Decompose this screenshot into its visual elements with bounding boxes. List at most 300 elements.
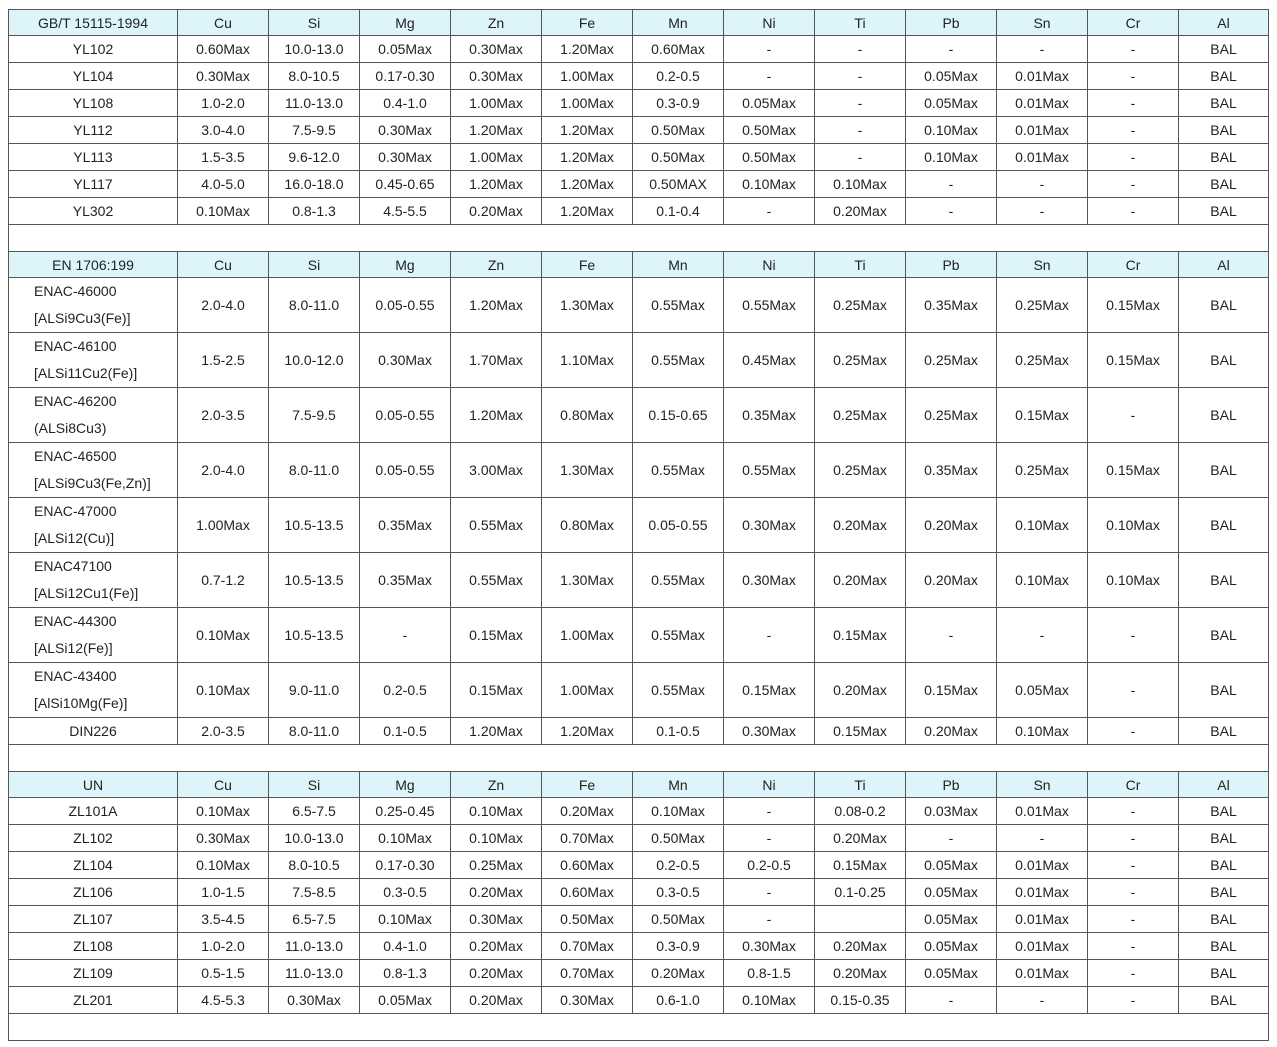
value-cell-al: BAL: [1179, 987, 1269, 1014]
value-cell-mn: 0.55Max: [633, 278, 724, 333]
value-cell-zn: 0.15Max: [451, 663, 542, 718]
value-cell-ti: 0.20Max: [815, 198, 906, 225]
value-cell-al: BAL: [1179, 388, 1269, 443]
value-cell-ti: 0.20Max: [815, 498, 906, 553]
alloy-grade-text: YL102: [72, 41, 114, 57]
value-cell-sn: -: [997, 198, 1088, 225]
value-cell-fe: 1.20Max: [542, 198, 633, 225]
alloy-grade-cell: [9, 117, 178, 144]
table-row: [9, 388, 1269, 443]
value-cell-mn: 0.50Max: [633, 117, 724, 144]
value-cell-ti: 0.25Max: [815, 443, 906, 498]
value-cell-cu: 2.0-4.0: [178, 278, 269, 333]
value-cell-fe: 0.50Max: [542, 906, 633, 933]
column-header-mn: Mn: [633, 10, 724, 36]
value-cell-fe: 1.30Max: [542, 553, 633, 608]
value-cell-fe: 1.00Max: [542, 90, 633, 117]
value-cell-al: BAL: [1179, 879, 1269, 906]
column-header-si: Si: [269, 252, 360, 278]
value-cell-cu: 0.60Max: [178, 36, 269, 63]
value-cell-ni: 0.10Max: [724, 171, 815, 198]
alloy-grade-cell: [9, 278, 178, 333]
value-cell-si: 9.0-11.0: [269, 663, 360, 718]
alloy-grade-cell: [9, 443, 178, 498]
column-header-fe: Fe: [542, 10, 633, 36]
value-cell-cr: -: [1088, 63, 1179, 90]
value-cell-cr: -: [1088, 663, 1179, 718]
table-row: [9, 278, 1269, 333]
alloy-grade-cell: [9, 852, 178, 879]
value-cell-pb: 0.15Max: [906, 663, 997, 718]
value-cell-mg: 0.8-1.3: [360, 960, 451, 987]
table-row: [9, 498, 1269, 553]
value-cell-cr: -: [1088, 933, 1179, 960]
value-cell-mn: 0.1-0.4: [633, 198, 724, 225]
value-cell-si: 7.5-8.5: [269, 879, 360, 906]
table-row: [9, 663, 1269, 718]
value-cell-zn: 0.30Max: [451, 906, 542, 933]
value-cell-ni: 0.30Max: [724, 933, 815, 960]
value-cell-fe: 1.20Max: [542, 718, 633, 745]
column-header-cr: Cr: [1088, 252, 1179, 278]
value-cell-sn: -: [997, 825, 1088, 852]
alloy-grade-text: DIN226: [69, 723, 117, 739]
column-header-ni: Ni: [724, 10, 815, 36]
value-cell-al: BAL: [1179, 825, 1269, 852]
value-cell-ni: 0.50Max: [724, 144, 815, 171]
value-cell-fe: 0.20Max: [542, 798, 633, 825]
value-cell-cr: 0.15Max: [1088, 278, 1179, 333]
value-cell-si: 16.0-18.0: [269, 171, 360, 198]
value-cell-al: BAL: [1179, 663, 1269, 718]
column-header-ti: Ti: [815, 10, 906, 36]
alloy-grade-text: [AlSi10Mg(Fe)]: [34, 695, 128, 711]
table-row: [9, 960, 1269, 987]
value-cell-al: BAL: [1179, 171, 1269, 198]
column-header-cu: Cu: [178, 252, 269, 278]
value-cell-pb: -: [906, 198, 997, 225]
value-cell-cu: 0.30Max: [178, 63, 269, 90]
alloy-grade-cell: [9, 798, 178, 825]
value-cell-fe: 0.60Max: [542, 852, 633, 879]
value-cell-cu: 0.10Max: [178, 663, 269, 718]
value-cell-mn: 0.55Max: [633, 333, 724, 388]
value-cell-cr: 0.15Max: [1088, 443, 1179, 498]
value-cell-sn: 0.01Max: [997, 798, 1088, 825]
alloy-grade-text: ENAC-46100: [34, 338, 117, 354]
value-cell-ti: 0.25Max: [815, 388, 906, 443]
value-cell-ti: -: [815, 63, 906, 90]
value-cell-zn: 0.25Max: [451, 852, 542, 879]
value-cell-fe: 0.30Max: [542, 987, 633, 1014]
table-row: [9, 333, 1269, 388]
value-cell-si: 8.0-11.0: [269, 443, 360, 498]
column-header-pb: Pb: [906, 10, 997, 36]
alloy-grade-cell: [9, 171, 178, 198]
column-header-zn: Zn: [451, 10, 542, 36]
standard-name-cell: UN: [9, 772, 178, 798]
value-cell-fe: 1.00Max: [542, 608, 633, 663]
value-cell-cu: 0.10Max: [178, 852, 269, 879]
value-cell-zn: 0.55Max: [451, 498, 542, 553]
value-cell-sn: -: [997, 171, 1088, 198]
value-cell-cr: -: [1088, 718, 1179, 745]
value-cell-si: 7.5-9.5: [269, 388, 360, 443]
value-cell-pb: -: [906, 825, 997, 852]
table-row: [9, 90, 1269, 117]
value-cell-mg: 0.1-0.5: [360, 718, 451, 745]
value-cell-cu: 4.0-5.0: [178, 171, 269, 198]
value-cell-si: 10.5-13.5: [269, 553, 360, 608]
value-cell-fe: 0.80Max: [542, 498, 633, 553]
alloy-grade-text: ENAC-46200: [34, 393, 117, 409]
value-cell-sn: 0.01Max: [997, 879, 1088, 906]
value-cell-zn: 1.00Max: [451, 144, 542, 171]
value-cell-cu: 1.5-2.5: [178, 333, 269, 388]
value-cell-pb: -: [906, 608, 997, 663]
value-cell-sn: 0.01Max: [997, 906, 1088, 933]
value-cell-zn: 1.20Max: [451, 718, 542, 745]
value-cell-ni: -: [724, 36, 815, 63]
column-header-sn: Sn: [997, 772, 1088, 798]
value-cell-cu: 1.0-2.0: [178, 933, 269, 960]
alloy-grade-text: [ALSi9Cu3(Fe,Zn)]: [34, 475, 151, 491]
value-cell-mn: 0.6-1.0: [633, 987, 724, 1014]
value-cell-sn: 0.25Max: [997, 278, 1088, 333]
column-header-si: Si: [269, 10, 360, 36]
value-cell-cr: 0.10Max: [1088, 498, 1179, 553]
value-cell-fe: 1.10Max: [542, 333, 633, 388]
value-cell-sn: 0.25Max: [997, 333, 1088, 388]
value-cell-fe: 0.70Max: [542, 825, 633, 852]
value-cell-fe: 0.70Max: [542, 933, 633, 960]
value-cell-fe: 0.60Max: [542, 879, 633, 906]
value-cell-sn: 0.10Max: [997, 498, 1088, 553]
value-cell-cr: -: [1088, 36, 1179, 63]
value-cell-cu: 2.0-3.5: [178, 718, 269, 745]
alloy-grade-text: ZL102: [73, 830, 113, 846]
value-cell-al: BAL: [1179, 443, 1269, 498]
value-cell-cr: -: [1088, 798, 1179, 825]
value-cell-pb: 0.35Max: [906, 443, 997, 498]
value-cell-mn: 0.20Max: [633, 960, 724, 987]
value-cell-si: 0.30Max: [269, 987, 360, 1014]
section-header-row: [9, 772, 1269, 798]
value-cell-ni: 0.30Max: [724, 718, 815, 745]
column-header-ni: Ni: [724, 772, 815, 798]
alloy-grade-text: ENAC-43400: [34, 668, 117, 684]
value-cell-cr: -: [1088, 198, 1179, 225]
value-cell-mn: 0.2-0.5: [633, 63, 724, 90]
value-cell-mg: 4.5-5.5: [360, 198, 451, 225]
alloy-grade-text: ZL106: [73, 884, 113, 900]
value-cell-sn: -: [997, 36, 1088, 63]
value-cell-mg: 0.3-0.5: [360, 879, 451, 906]
value-cell-pb: 0.10Max: [906, 144, 997, 171]
value-cell-mn: 0.60Max: [633, 36, 724, 63]
value-cell-cu: 1.5-3.5: [178, 144, 269, 171]
value-cell-mn: 0.55Max: [633, 443, 724, 498]
table-row: [9, 879, 1269, 906]
alloy-grade-cell: [9, 144, 178, 171]
value-cell-zn: 3.00Max: [451, 443, 542, 498]
table-row: [9, 144, 1269, 171]
column-header-mg: Mg: [360, 10, 451, 36]
value-cell-zn: 0.10Max: [451, 825, 542, 852]
value-cell-fe: 1.30Max: [542, 443, 633, 498]
value-cell-mn: 0.10Max: [633, 798, 724, 825]
value-cell-fe: 1.00Max: [542, 63, 633, 90]
table-row: [9, 63, 1269, 90]
table-row: [9, 718, 1269, 745]
value-cell-cu: 0.30Max: [178, 825, 269, 852]
alloy-grade-text: ZL201: [73, 992, 113, 1008]
value-cell-cu: 0.5-1.5: [178, 960, 269, 987]
alloy-grade-text: ZL109: [73, 965, 113, 981]
value-cell-cr: -: [1088, 987, 1179, 1014]
value-cell-pb: -: [906, 171, 997, 198]
value-cell-cu: 4.5-5.3: [178, 987, 269, 1014]
alloy-grade-cell: [9, 498, 178, 553]
value-cell-pb: 0.35Max: [906, 278, 997, 333]
value-cell-cr: -: [1088, 171, 1179, 198]
alloy-grade-text: (ALSi8Cu3): [34, 420, 107, 436]
value-cell-mg: 0.17-0.30: [360, 63, 451, 90]
alloy-grade-text: ENAC-47000: [34, 503, 117, 519]
value-cell-pb: 0.25Max: [906, 388, 997, 443]
value-cell-sn: 0.01Max: [997, 933, 1088, 960]
table-row: [9, 553, 1269, 608]
alloy-grade-cell: [9, 36, 178, 63]
value-cell-ni: 0.15Max: [724, 663, 815, 718]
value-cell-mn: 0.55Max: [633, 608, 724, 663]
value-cell-ti: 0.20Max: [815, 825, 906, 852]
column-header-al: Al: [1179, 252, 1269, 278]
value-cell-al: BAL: [1179, 906, 1269, 933]
standard-name-cell: EN 1706:199: [9, 252, 178, 278]
value-cell-al: BAL: [1179, 117, 1269, 144]
value-cell-si: 0.8-1.3: [269, 198, 360, 225]
value-cell-si: 6.5-7.5: [269, 798, 360, 825]
value-cell-ti: 0.25Max: [815, 278, 906, 333]
value-cell-mg: 0.05-0.55: [360, 443, 451, 498]
value-cell-fe: 1.20Max: [542, 144, 633, 171]
value-cell-ti: 0.1-0.25: [815, 879, 906, 906]
value-cell-ni: 0.50Max: [724, 117, 815, 144]
table-row: [9, 36, 1269, 63]
value-cell-sn: 0.01Max: [997, 852, 1088, 879]
value-cell-al: BAL: [1179, 553, 1269, 608]
alloy-grade-text: [ALSi12(Cu)]: [34, 530, 115, 546]
value-cell-pb: 0.20Max: [906, 553, 997, 608]
column-header-sn: Sn: [997, 252, 1088, 278]
value-cell-zn: 0.20Max: [451, 933, 542, 960]
column-header-sn: Sn: [997, 10, 1088, 36]
value-cell-zn: 1.20Max: [451, 117, 542, 144]
value-cell-mn: 0.3-0.9: [633, 933, 724, 960]
value-cell-mg: 0.05Max: [360, 987, 451, 1014]
value-cell-ni: 0.05Max: [724, 90, 815, 117]
table-row: [9, 443, 1269, 498]
value-cell-pb: 0.05Max: [906, 906, 997, 933]
section-gap-cell: [9, 745, 1269, 772]
value-cell-si: 11.0-13.0: [269, 933, 360, 960]
value-cell-si: 9.6-12.0: [269, 144, 360, 171]
alloy-grade-cell: [9, 906, 178, 933]
value-cell-si: 10.5-13.5: [269, 608, 360, 663]
alloy-grade-text: YL113: [73, 149, 113, 165]
value-cell-ti: 0.10Max: [815, 171, 906, 198]
value-cell-zn: 1.20Max: [451, 171, 542, 198]
value-cell-pb: 0.25Max: [906, 333, 997, 388]
value-cell-fe: 1.30Max: [542, 278, 633, 333]
value-cell-cu: 2.0-3.5: [178, 388, 269, 443]
alloy-grade-cell: [9, 553, 178, 608]
table-row: [9, 825, 1269, 852]
alloy-composition-table: [8, 9, 1269, 1041]
value-cell-ni: -: [724, 879, 815, 906]
value-cell-sn: 0.01Max: [997, 90, 1088, 117]
value-cell-mg: 0.35Max: [360, 553, 451, 608]
value-cell-si: 7.5-9.5: [269, 117, 360, 144]
value-cell-cr: -: [1088, 960, 1179, 987]
value-cell-si: 10.0-13.0: [269, 825, 360, 852]
value-cell-zn: 0.55Max: [451, 553, 542, 608]
value-cell-ni: 0.35Max: [724, 388, 815, 443]
value-cell-ti: [815, 906, 906, 933]
column-header-cr: Cr: [1088, 10, 1179, 36]
value-cell-cu: 0.10Max: [178, 198, 269, 225]
table-row: [9, 798, 1269, 825]
value-cell-cr: -: [1088, 852, 1179, 879]
value-cell-pb: -: [906, 987, 997, 1014]
value-cell-cr: -: [1088, 117, 1179, 144]
column-header-mn: Mn: [633, 252, 724, 278]
value-cell-si: 8.0-10.5: [269, 63, 360, 90]
value-cell-si: 6.5-7.5: [269, 906, 360, 933]
value-cell-pb: 0.05Max: [906, 63, 997, 90]
column-header-cu: Cu: [178, 10, 269, 36]
value-cell-ti: 0.15-0.35: [815, 987, 906, 1014]
value-cell-zn: 0.20Max: [451, 987, 542, 1014]
alloy-grade-cell: [9, 960, 178, 987]
column-header-cr: Cr: [1088, 772, 1179, 798]
alloy-grade-text: ENAC-46000: [34, 283, 117, 299]
alloy-grade-text: [ALSi11Cu2(Fe)]: [34, 365, 138, 381]
value-cell-zn: 0.20Max: [451, 960, 542, 987]
value-cell-si: 8.0-11.0: [269, 278, 360, 333]
value-cell-sn: 0.01Max: [997, 117, 1088, 144]
column-header-al: Al: [1179, 772, 1269, 798]
value-cell-zn: 0.30Max: [451, 63, 542, 90]
value-cell-ni: 0.45Max: [724, 333, 815, 388]
value-cell-sn: 0.25Max: [997, 443, 1088, 498]
column-header-mn: Mn: [633, 772, 724, 798]
alloy-grade-text: YL117: [73, 176, 113, 192]
value-cell-sn: 0.10Max: [997, 553, 1088, 608]
value-cell-ti: 0.20Max: [815, 663, 906, 718]
value-cell-cr: 0.15Max: [1088, 333, 1179, 388]
value-cell-ni: 0.2-0.5: [724, 852, 815, 879]
value-cell-ti: -: [815, 117, 906, 144]
alloy-grade-cell: [9, 388, 178, 443]
value-cell-ti: 0.20Max: [815, 960, 906, 987]
table-row: [9, 906, 1269, 933]
value-cell-ti: -: [815, 144, 906, 171]
value-cell-al: BAL: [1179, 933, 1269, 960]
value-cell-al: BAL: [1179, 198, 1269, 225]
value-cell-al: BAL: [1179, 718, 1269, 745]
value-cell-sn: 0.01Max: [997, 144, 1088, 171]
value-cell-sn: -: [997, 608, 1088, 663]
value-cell-pb: 0.20Max: [906, 498, 997, 553]
value-cell-zn: 1.70Max: [451, 333, 542, 388]
value-cell-mg: 0.10Max: [360, 825, 451, 852]
value-cell-mn: 0.05-0.55: [633, 498, 724, 553]
column-header-zn: Zn: [451, 772, 542, 798]
value-cell-mn: 0.55Max: [633, 553, 724, 608]
value-cell-cr: -: [1088, 144, 1179, 171]
value-cell-mg: 0.05-0.55: [360, 278, 451, 333]
column-header-pb: Pb: [906, 772, 997, 798]
value-cell-mn: 0.50Max: [633, 906, 724, 933]
value-cell-pb: -: [906, 36, 997, 63]
value-cell-cr: -: [1088, 825, 1179, 852]
table-row: [9, 608, 1269, 663]
value-cell-ni: -: [724, 798, 815, 825]
value-cell-ni: -: [724, 825, 815, 852]
value-cell-al: BAL: [1179, 960, 1269, 987]
table-row: [9, 852, 1269, 879]
value-cell-fe: 0.80Max: [542, 388, 633, 443]
value-cell-ni: -: [724, 198, 815, 225]
alloy-grade-text: ZL108: [73, 938, 113, 954]
standard-name-cell: GB/T 15115-1994: [9, 10, 178, 36]
section-gap-cell: [9, 1014, 1269, 1041]
value-cell-mg: 0.30Max: [360, 333, 451, 388]
value-cell-mg: 0.25-0.45: [360, 798, 451, 825]
alloy-grade-cell: [9, 663, 178, 718]
value-cell-cu: 1.00Max: [178, 498, 269, 553]
value-cell-fe: 1.20Max: [542, 171, 633, 198]
value-cell-zn: 0.20Max: [451, 198, 542, 225]
value-cell-ni: 0.55Max: [724, 278, 815, 333]
value-cell-si: 10.0-12.0: [269, 333, 360, 388]
table-row: [9, 171, 1269, 198]
alloy-grade-text: [ALSi9Cu3(Fe)]: [34, 310, 131, 326]
value-cell-sn: 0.01Max: [997, 63, 1088, 90]
value-cell-zn: 0.15Max: [451, 608, 542, 663]
value-cell-mg: 0.35Max: [360, 498, 451, 553]
value-cell-si: 8.0-11.0: [269, 718, 360, 745]
value-cell-zn: 1.00Max: [451, 90, 542, 117]
value-cell-cu: 1.0-1.5: [178, 879, 269, 906]
value-cell-al: BAL: [1179, 278, 1269, 333]
column-header-fe: Fe: [542, 252, 633, 278]
column-header-al: Al: [1179, 10, 1269, 36]
alloy-grade-cell: [9, 198, 178, 225]
value-cell-si: 8.0-10.5: [269, 852, 360, 879]
value-cell-mg: 0.05-0.55: [360, 388, 451, 443]
value-cell-al: BAL: [1179, 852, 1269, 879]
alloy-grade-cell: [9, 987, 178, 1014]
alloy-grade-text: [ALSi12Cu1(Fe)]: [34, 585, 139, 601]
value-cell-cu: 0.7-1.2: [178, 553, 269, 608]
table-row: [9, 987, 1269, 1014]
value-cell-mn: 0.3-0.5: [633, 879, 724, 906]
section-header-row: [9, 252, 1269, 278]
value-cell-mg: 0.30Max: [360, 117, 451, 144]
